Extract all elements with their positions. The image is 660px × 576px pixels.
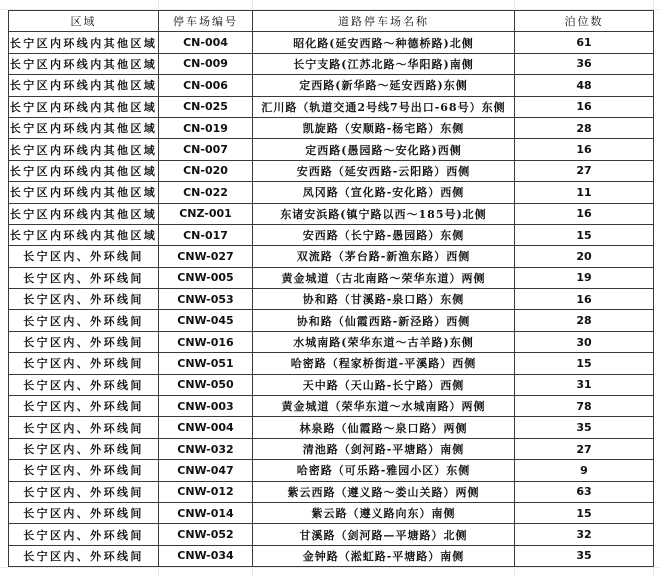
cell-count: 16 xyxy=(515,289,654,310)
cell-name: 协和路（仙霞西路-新泾路）西侧 xyxy=(253,310,515,331)
cell-count: 16 xyxy=(515,96,654,117)
cell-area: 长宁区内环线内其他区域 xyxy=(9,53,159,74)
cell-area: 长宁区内环线内其他区域 xyxy=(9,32,159,53)
cell-name: 紫云西路（遵义路～娄山关路）两侧 xyxy=(253,481,515,502)
table-row xyxy=(9,182,654,203)
cell-code: CN-025 xyxy=(159,96,253,117)
cell-code: CNZ-001 xyxy=(159,203,253,224)
parking-lot-table xyxy=(8,10,654,567)
cell-count: 15 xyxy=(515,353,654,374)
header-count: 泊位数 xyxy=(515,11,654,32)
cell-count: 15 xyxy=(515,502,654,523)
cell-code: CNW-014 xyxy=(159,502,253,523)
cell-count: 30 xyxy=(515,331,654,352)
cell-name: 凯旋路（安顺路-杨宅路）东侧 xyxy=(253,117,515,138)
cell-code: CNW-004 xyxy=(159,417,253,438)
cell-name: 金钟路（淞虹路-平塘路）南侧 xyxy=(253,545,515,566)
cell-count: 63 xyxy=(515,481,654,502)
cell-code: CN-019 xyxy=(159,117,253,138)
cell-name: 林泉路（仙霞路～泉口路）两侧 xyxy=(253,417,515,438)
table-row xyxy=(9,160,654,181)
table-row xyxy=(9,203,654,224)
cell-code: CN-022 xyxy=(159,182,253,203)
cell-name: 昭化路(延安西路～种德桥路)北侧 xyxy=(253,32,515,53)
header-area: 区域 xyxy=(9,11,159,32)
cell-code: CNW-027 xyxy=(159,246,253,267)
cell-area: 长宁区内、外环线间 xyxy=(9,545,159,566)
cell-name: 紫云路（遵义路向东）南侧 xyxy=(253,502,515,523)
cell-count: 9 xyxy=(515,460,654,481)
cell-name: 定西路(新华路～延安西路)东侧 xyxy=(253,75,515,96)
cell-name: 清池路（剑河路-平塘路）南侧 xyxy=(253,438,515,459)
cell-count: 20 xyxy=(515,246,654,267)
cell-name: 东诸安浜路(镇宁路以西～185号)北侧 xyxy=(253,203,515,224)
cell-count: 27 xyxy=(515,438,654,459)
cell-count: 16 xyxy=(515,203,654,224)
cell-area: 长宁区内环线内其他区域 xyxy=(9,224,159,245)
cell-area: 长宁区内、外环线间 xyxy=(9,524,159,545)
table-row xyxy=(9,438,654,459)
cell-area: 长宁区内、外环线间 xyxy=(9,310,159,331)
table-row xyxy=(9,331,654,352)
cell-code: CNW-034 xyxy=(159,545,253,566)
table-row xyxy=(9,481,654,502)
cell-count: 19 xyxy=(515,267,654,288)
cell-count: 11 xyxy=(515,182,654,203)
cell-code: CN-006 xyxy=(159,75,253,96)
cell-area: 长宁区内、外环线间 xyxy=(9,289,159,310)
cell-area: 长宁区内、外环线间 xyxy=(9,460,159,481)
cell-area: 长宁区内、外环线间 xyxy=(9,417,159,438)
cell-name: 凤冈路（宣化路-安化路）西侧 xyxy=(253,182,515,203)
cell-count: 15 xyxy=(515,224,654,245)
table-row xyxy=(9,353,654,374)
cell-name: 哈密路（可乐路-雅园小区）东侧 xyxy=(253,460,515,481)
cell-name: 黄金城道（古北南路～荣华东道）两侧 xyxy=(253,267,515,288)
header-row xyxy=(9,11,654,32)
cell-name: 安西路（延安西路-云阳路）西侧 xyxy=(253,160,515,181)
cell-code: CN-004 xyxy=(159,32,253,53)
cell-area: 长宁区内环线内其他区域 xyxy=(9,203,159,224)
cell-code: CNW-053 xyxy=(159,289,253,310)
cell-area: 长宁区内、外环线间 xyxy=(9,502,159,523)
cell-area: 长宁区内、外环线间 xyxy=(9,331,159,352)
table-row xyxy=(9,417,654,438)
cell-area: 长宁区内、外环线间 xyxy=(9,481,159,502)
cell-count: 28 xyxy=(515,310,654,331)
table-row xyxy=(9,374,654,395)
cell-name: 天中路（天山路-长宁路）西侧 xyxy=(253,374,515,395)
cell-name: 定西路(愚园路～安化路)西侧 xyxy=(253,139,515,160)
cell-area: 长宁区内环线内其他区域 xyxy=(9,160,159,181)
cell-count: 31 xyxy=(515,374,654,395)
cell-area: 长宁区内环线内其他区域 xyxy=(9,117,159,138)
cell-name: 协和路（甘溪路-泉口路）东侧 xyxy=(253,289,515,310)
table-row xyxy=(9,75,654,96)
cell-area: 长宁区内、外环线间 xyxy=(9,438,159,459)
cell-code: CN-020 xyxy=(159,160,253,181)
table-row xyxy=(9,267,654,288)
cell-area: 长宁区内、外环线间 xyxy=(9,396,159,417)
table-row xyxy=(9,545,654,566)
cell-code: CNW-012 xyxy=(159,481,253,502)
header-code: 停车场编号 xyxy=(159,11,253,32)
table-row xyxy=(9,139,654,160)
cell-code: CNW-005 xyxy=(159,267,253,288)
cell-code: CNW-003 xyxy=(159,396,253,417)
cell-count: 35 xyxy=(515,417,654,438)
table-row xyxy=(9,224,654,245)
table-row xyxy=(9,524,654,545)
table-row xyxy=(9,53,654,74)
cell-code: CNW-032 xyxy=(159,438,253,459)
cell-code: CNW-047 xyxy=(159,460,253,481)
table-row xyxy=(9,310,654,331)
cell-code: CNW-045 xyxy=(159,310,253,331)
table-row xyxy=(9,96,654,117)
cell-count: 28 xyxy=(515,117,654,138)
cell-area: 长宁区内环线内其他区域 xyxy=(9,96,159,117)
cell-name: 黄金城道（荣华东道～水城南路）两侧 xyxy=(253,396,515,417)
cell-name: 甘溪路（剑河路—平塘路）北侧 xyxy=(253,524,515,545)
table-row xyxy=(9,289,654,310)
cell-count: 35 xyxy=(515,545,654,566)
cell-name: 汇川路（轨道交通2号线7号出口-68号）东侧 xyxy=(253,96,515,117)
cell-code: CNW-052 xyxy=(159,524,253,545)
cell-area: 长宁区内环线内其他区域 xyxy=(9,182,159,203)
cell-count: 36 xyxy=(515,53,654,74)
table-row xyxy=(9,117,654,138)
cell-count: 32 xyxy=(515,524,654,545)
cell-area: 长宁区内、外环线间 xyxy=(9,374,159,395)
table-row xyxy=(9,502,654,523)
cell-count: 27 xyxy=(515,160,654,181)
cell-name: 安西路（长宁路-愚园路）东侧 xyxy=(253,224,515,245)
cell-area: 长宁区内环线内其他区域 xyxy=(9,139,159,160)
cell-count: 16 xyxy=(515,139,654,160)
cell-count: 48 xyxy=(515,75,654,96)
cell-area: 长宁区内、外环线间 xyxy=(9,353,159,374)
cell-code: CNW-016 xyxy=(159,331,253,352)
header-name: 道路停车场名称 xyxy=(253,11,515,32)
cell-code: CNW-050 xyxy=(159,374,253,395)
table-row xyxy=(9,396,654,417)
cell-area: 长宁区内、外环线间 xyxy=(9,267,159,288)
cell-area: 长宁区内环线内其他区域 xyxy=(9,75,159,96)
cell-name: 长宁支路(江苏北路～华阳路)南侧 xyxy=(253,53,515,74)
cell-count: 61 xyxy=(515,32,654,53)
cell-name: 水城南路(荣华东道～古羊路)东侧 xyxy=(253,331,515,352)
cell-name: 双流路（茅台路-新渔东路）西侧 xyxy=(253,246,515,267)
table-row xyxy=(9,460,654,481)
table-row xyxy=(9,246,654,267)
cell-code: CNW-051 xyxy=(159,353,253,374)
cell-code: CN-007 xyxy=(159,139,253,160)
cell-code: CN-017 xyxy=(159,224,253,245)
cell-code: CN-009 xyxy=(159,53,253,74)
cell-count: 78 xyxy=(515,396,654,417)
table-row xyxy=(9,32,654,53)
cell-area: 长宁区内、外环线间 xyxy=(9,246,159,267)
cell-name: 哈密路（程家桥街道-平溪路）西侧 xyxy=(253,353,515,374)
